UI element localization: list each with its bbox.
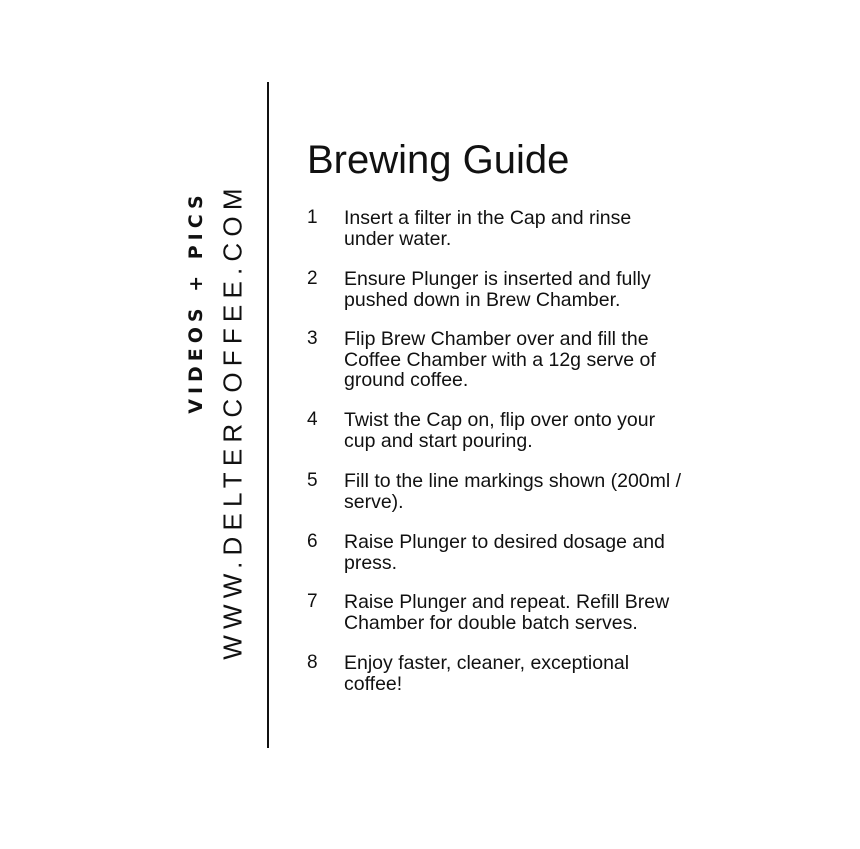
step-item [307, 471, 707, 512]
step-item [307, 208, 707, 249]
step-item [307, 592, 707, 633]
step-item [307, 653, 707, 694]
step-item [307, 532, 707, 573]
step-number: 4 [307, 409, 318, 430]
step-number: 5 [307, 470, 318, 491]
step-text: Twist the Cap on, flip over onto your cup and start pouring. [344, 409, 656, 452]
step-number: 8 [307, 652, 318, 673]
step-text: Fill to the line markings shown (200ml / serve). [344, 470, 682, 513]
vertical-divider [267, 82, 269, 748]
step-number: 7 [307, 591, 318, 612]
step-text: Raise Plunger and repeat. Refill Brew Chamber for double batch serves. [344, 591, 670, 634]
step-text: Ensure Plunger is inserted and fully pushed down in Brew Chamber. [344, 268, 651, 311]
step-number: 6 [307, 531, 318, 552]
step-text: Flip Brew Chamber over and fill the Coffee Chamber with a 12g serve of ground coffee. [344, 328, 656, 391]
step-item [307, 269, 707, 310]
step-text: Raise Plunger to desired dosage and press. [344, 531, 665, 574]
step-number: 1 [307, 207, 318, 228]
step-text: Enjoy faster, cleaner, exceptional coffee! [344, 652, 630, 695]
step-text: Insert a filter in the Cap and rinse under water. [344, 207, 632, 250]
tagline-text: VIDEOS + PICS [185, 190, 207, 414]
step-number: 2 [307, 268, 318, 289]
page-title: Brewing Guide [307, 138, 570, 182]
website-text: WWW.DELTERCOFFEE.COM [217, 182, 248, 660]
step-item [307, 329, 707, 391]
step-number: 3 [307, 328, 318, 349]
step-item [307, 410, 707, 451]
